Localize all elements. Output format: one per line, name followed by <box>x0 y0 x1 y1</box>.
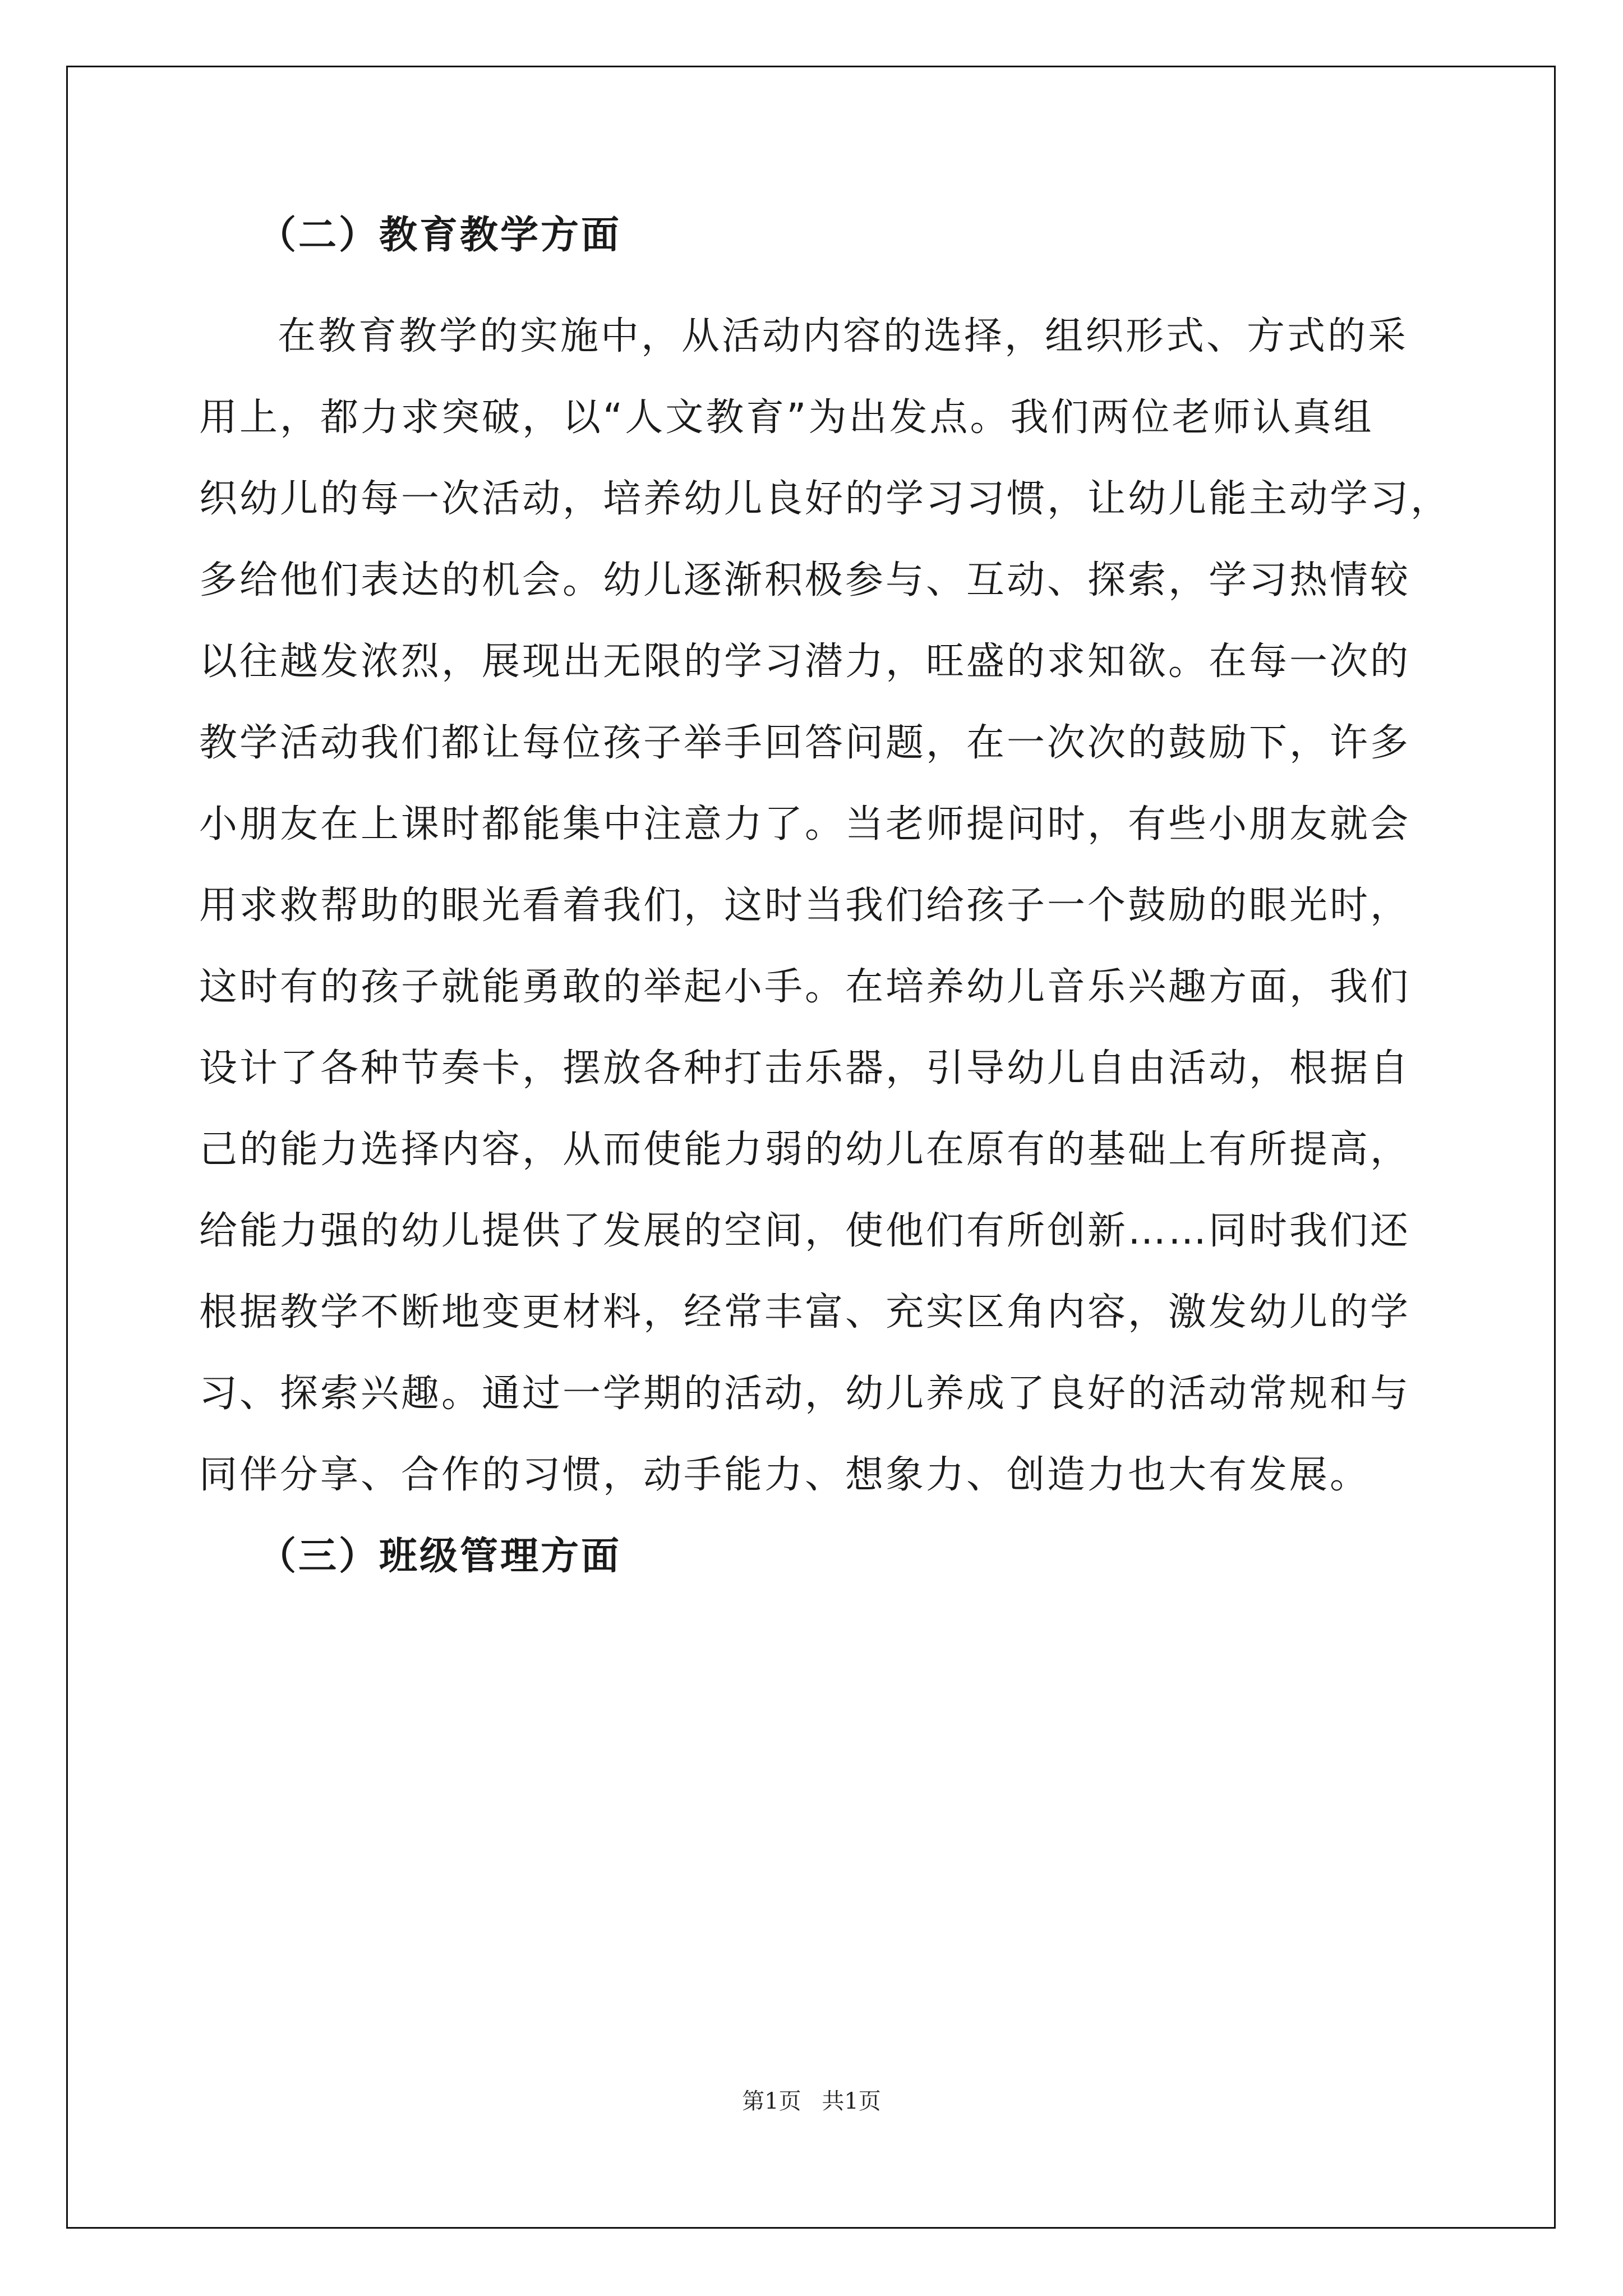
paragraph-line: 习、探索兴趣。通过一学期的活动，幼儿养成了良好的活动常规和与 <box>199 1372 1411 1416</box>
paragraph-line: 设计了各种节奏卡，摆放各种打击乐器，引导幼儿自由活动，根据自 <box>199 1046 1411 1091</box>
paragraph-line: 织幼儿的每一次活动，培养幼儿良好的学习习惯，让幼儿能主动学习， <box>199 477 1451 521</box>
paragraph-line: 用上，都力求突破，以“人文教育”为出发点。我们两位老师认真组 <box>199 395 1374 440</box>
paragraph-line: 同伴分享、合作的习惯，动手能力、想象力、创造力也大有发展。 <box>199 1453 1371 1497</box>
paragraph-line: 以往越发浓烈，展现出无限的学习潜力，旺盛的求知欲。在每一次的 <box>199 639 1411 684</box>
paragraph-line: 多给他们表达的机会。幼儿逐渐积极参与、互动、探索，学习热情较 <box>199 558 1411 602</box>
paragraph-line: 这时有的孩子就能勇敢的举起小手。在培养幼儿音乐兴趣方面，我们 <box>199 965 1411 1009</box>
document-body <box>199 208 1461 1585</box>
paragraph-line: 给能力强的幼儿提供了发展的空间，使他们有所创新……同时我们还 <box>199 1209 1411 1253</box>
paragraph-line: 在教育教学的实施中，从活动内容的选择，组织形式、方式的采 <box>278 314 1409 358</box>
paragraph-line: 用求救帮助的眼光看着我们，这时当我们给孩子一个鼓励的眼光时， <box>199 884 1411 928</box>
section-heading-education: （二）教育教学方面 <box>258 213 622 257</box>
page-number: 第1页 <box>742 2088 801 2114</box>
education-paragraph <box>199 283 1461 1529</box>
paragraph-line: 根据教学不断地变更材料，经常丰富、充实区角内容，激发幼儿的学 <box>199 1290 1411 1335</box>
page-total: 共1页 <box>822 2088 881 2114</box>
paragraph-line: 教学活动我们都让每位孩子举手回答问题，在一次次的鼓励下，许多 <box>199 721 1411 765</box>
paragraph-line: 己的能力选择内容，从而使能力弱的幼儿在原有的基础上有所提高， <box>199 1128 1411 1172</box>
page-footer <box>0 2086 1623 2117</box>
section-heading-class-management: （三）班级管理方面 <box>258 1534 622 1579</box>
paragraph-line: 小朋友在上课时都能集中注意力了。当老师提问时，有些小朋友就会 <box>199 802 1411 846</box>
